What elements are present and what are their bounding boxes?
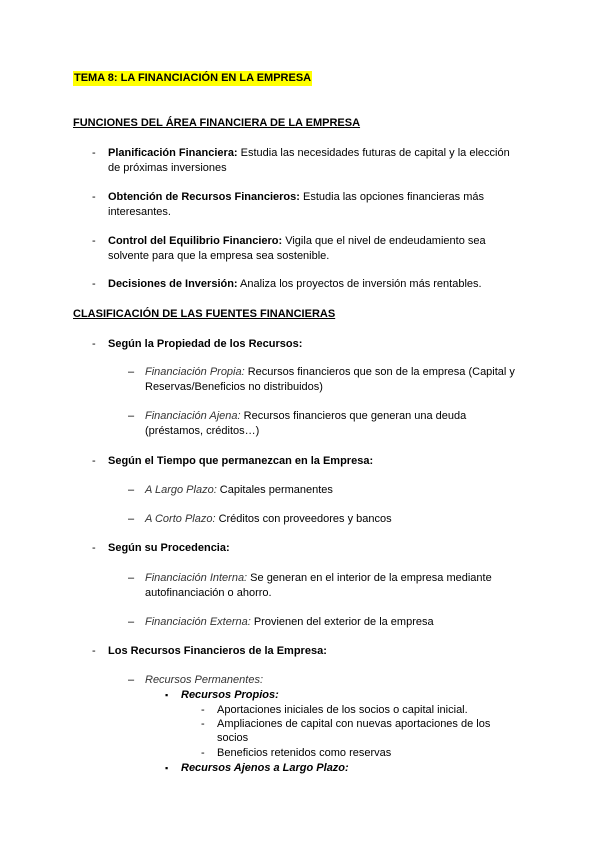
list-item-continuation: socios xyxy=(217,732,249,744)
sub-text: Créditos con proveedores y bancos xyxy=(215,513,392,525)
item-label: Control del Equilibrio Financiero: xyxy=(108,235,283,247)
item-text: Vigila que el nivel de endeudamiento sea xyxy=(282,235,486,247)
list-dash: - xyxy=(92,455,96,467)
sub-sub-label: Recursos Ajenos a Largo Plazo: xyxy=(181,762,349,774)
list-dash: - xyxy=(92,147,96,159)
square-bullet-icon: ▪ xyxy=(165,763,169,773)
sub-item xyxy=(145,365,515,380)
list-item xyxy=(108,190,484,205)
group-label: Según su Procedencia: xyxy=(108,542,230,554)
sub-item xyxy=(145,512,392,527)
list-item-continuation: de próximas inversiones xyxy=(108,162,227,174)
sub-item-continuation: (préstamos, créditos…) xyxy=(145,425,260,437)
page-title: TEMA 8: LA FINANCIACIÓN EN LA EMPRESA xyxy=(74,72,312,84)
list-item: Ampliaciones de capital con nuevas aportaciones de los xyxy=(217,718,491,730)
list-endash: – xyxy=(128,572,135,584)
item-label: Obtención de Recursos Financieros: xyxy=(108,191,300,203)
item-text: Estudia las necesidades futuras de capital y la elección xyxy=(237,147,510,159)
sub-text: Recursos financieros que son de la empresa (Capital y xyxy=(244,366,515,378)
sub-text: Se generan en el interior de la empresa mediante xyxy=(247,572,492,584)
sub-term: Financiación Interna: xyxy=(145,572,248,584)
list-dash: - xyxy=(92,645,96,657)
list-dash: - xyxy=(201,718,205,730)
list-dash: - xyxy=(201,704,205,716)
list-dash: - xyxy=(201,747,205,759)
list-dash: - xyxy=(92,278,96,290)
list-item: Aportaciones iniciales de los socios o capital inicial. xyxy=(217,704,468,716)
list-dash: - xyxy=(92,235,96,247)
sub-item-continuation: autofinanciación o ahorro. xyxy=(145,587,272,599)
sub-item xyxy=(145,571,492,586)
group-label: Según la Propiedad de los Recursos: xyxy=(108,338,303,350)
sub-term: A Largo Plazo: xyxy=(145,484,217,496)
sub-term: Financiación Externa: xyxy=(145,616,251,628)
sub-sub-label: Recursos Propios: xyxy=(181,689,279,701)
list-item xyxy=(108,234,486,249)
list-item xyxy=(108,277,482,292)
item-label: Decisiones de Inversión: xyxy=(108,278,238,290)
sub-text: Capitales permanentes xyxy=(216,484,333,496)
item-text: Estudia las opciones financieras más xyxy=(299,191,484,203)
group-label: Según el Tiempo que permanezcan en la Empresa: xyxy=(108,455,374,467)
item-label: Planificación Financiera: xyxy=(108,147,238,159)
list-endash: – xyxy=(128,674,135,686)
list-item: Beneficios retenidos como reservas xyxy=(217,747,392,759)
sub-text: Provienen del exterior de la empresa xyxy=(250,616,434,628)
sub-term: A Corto Plazo: xyxy=(145,513,216,525)
list-endash: – xyxy=(128,616,135,628)
list-item-continuation: interesantes. xyxy=(108,206,171,218)
list-dash: - xyxy=(92,338,96,350)
sub-term: Recursos Permanentes: xyxy=(145,674,263,686)
list-endash: – xyxy=(128,410,135,422)
sub-item-continuation: Reservas/Beneficios no distribuidos) xyxy=(145,381,323,393)
sub-item xyxy=(145,409,466,424)
sub-term: Financiación Propia: xyxy=(145,366,245,378)
sub-text: Recursos financieros que generan una deuda xyxy=(240,410,467,422)
list-endash: – xyxy=(128,513,135,525)
section-heading-clasificacion: CLASIFICACIÓN DE LAS FUENTES FINANCIERAS xyxy=(73,308,336,320)
section-heading-funciones: FUNCIONES DEL ÁREA FINANCIERA DE LA EMPRESA xyxy=(73,117,361,129)
list-dash: - xyxy=(92,542,96,554)
item-text: Analiza los proyectos de inversión más rentables. xyxy=(237,278,482,290)
list-endash: – xyxy=(128,366,135,378)
list-endash: – xyxy=(128,484,135,496)
list-dash: - xyxy=(92,191,96,203)
sub-term: Financiación Ajena: xyxy=(145,410,241,422)
square-bullet-icon: ▪ xyxy=(165,690,169,700)
sub-item xyxy=(145,483,333,498)
sub-item xyxy=(145,615,434,630)
group-label: Los Recursos Financieros de la Empresa: xyxy=(108,645,327,657)
list-item-continuation: solvente para que la empresa sea sostenible. xyxy=(108,250,330,262)
list-item xyxy=(108,146,510,161)
